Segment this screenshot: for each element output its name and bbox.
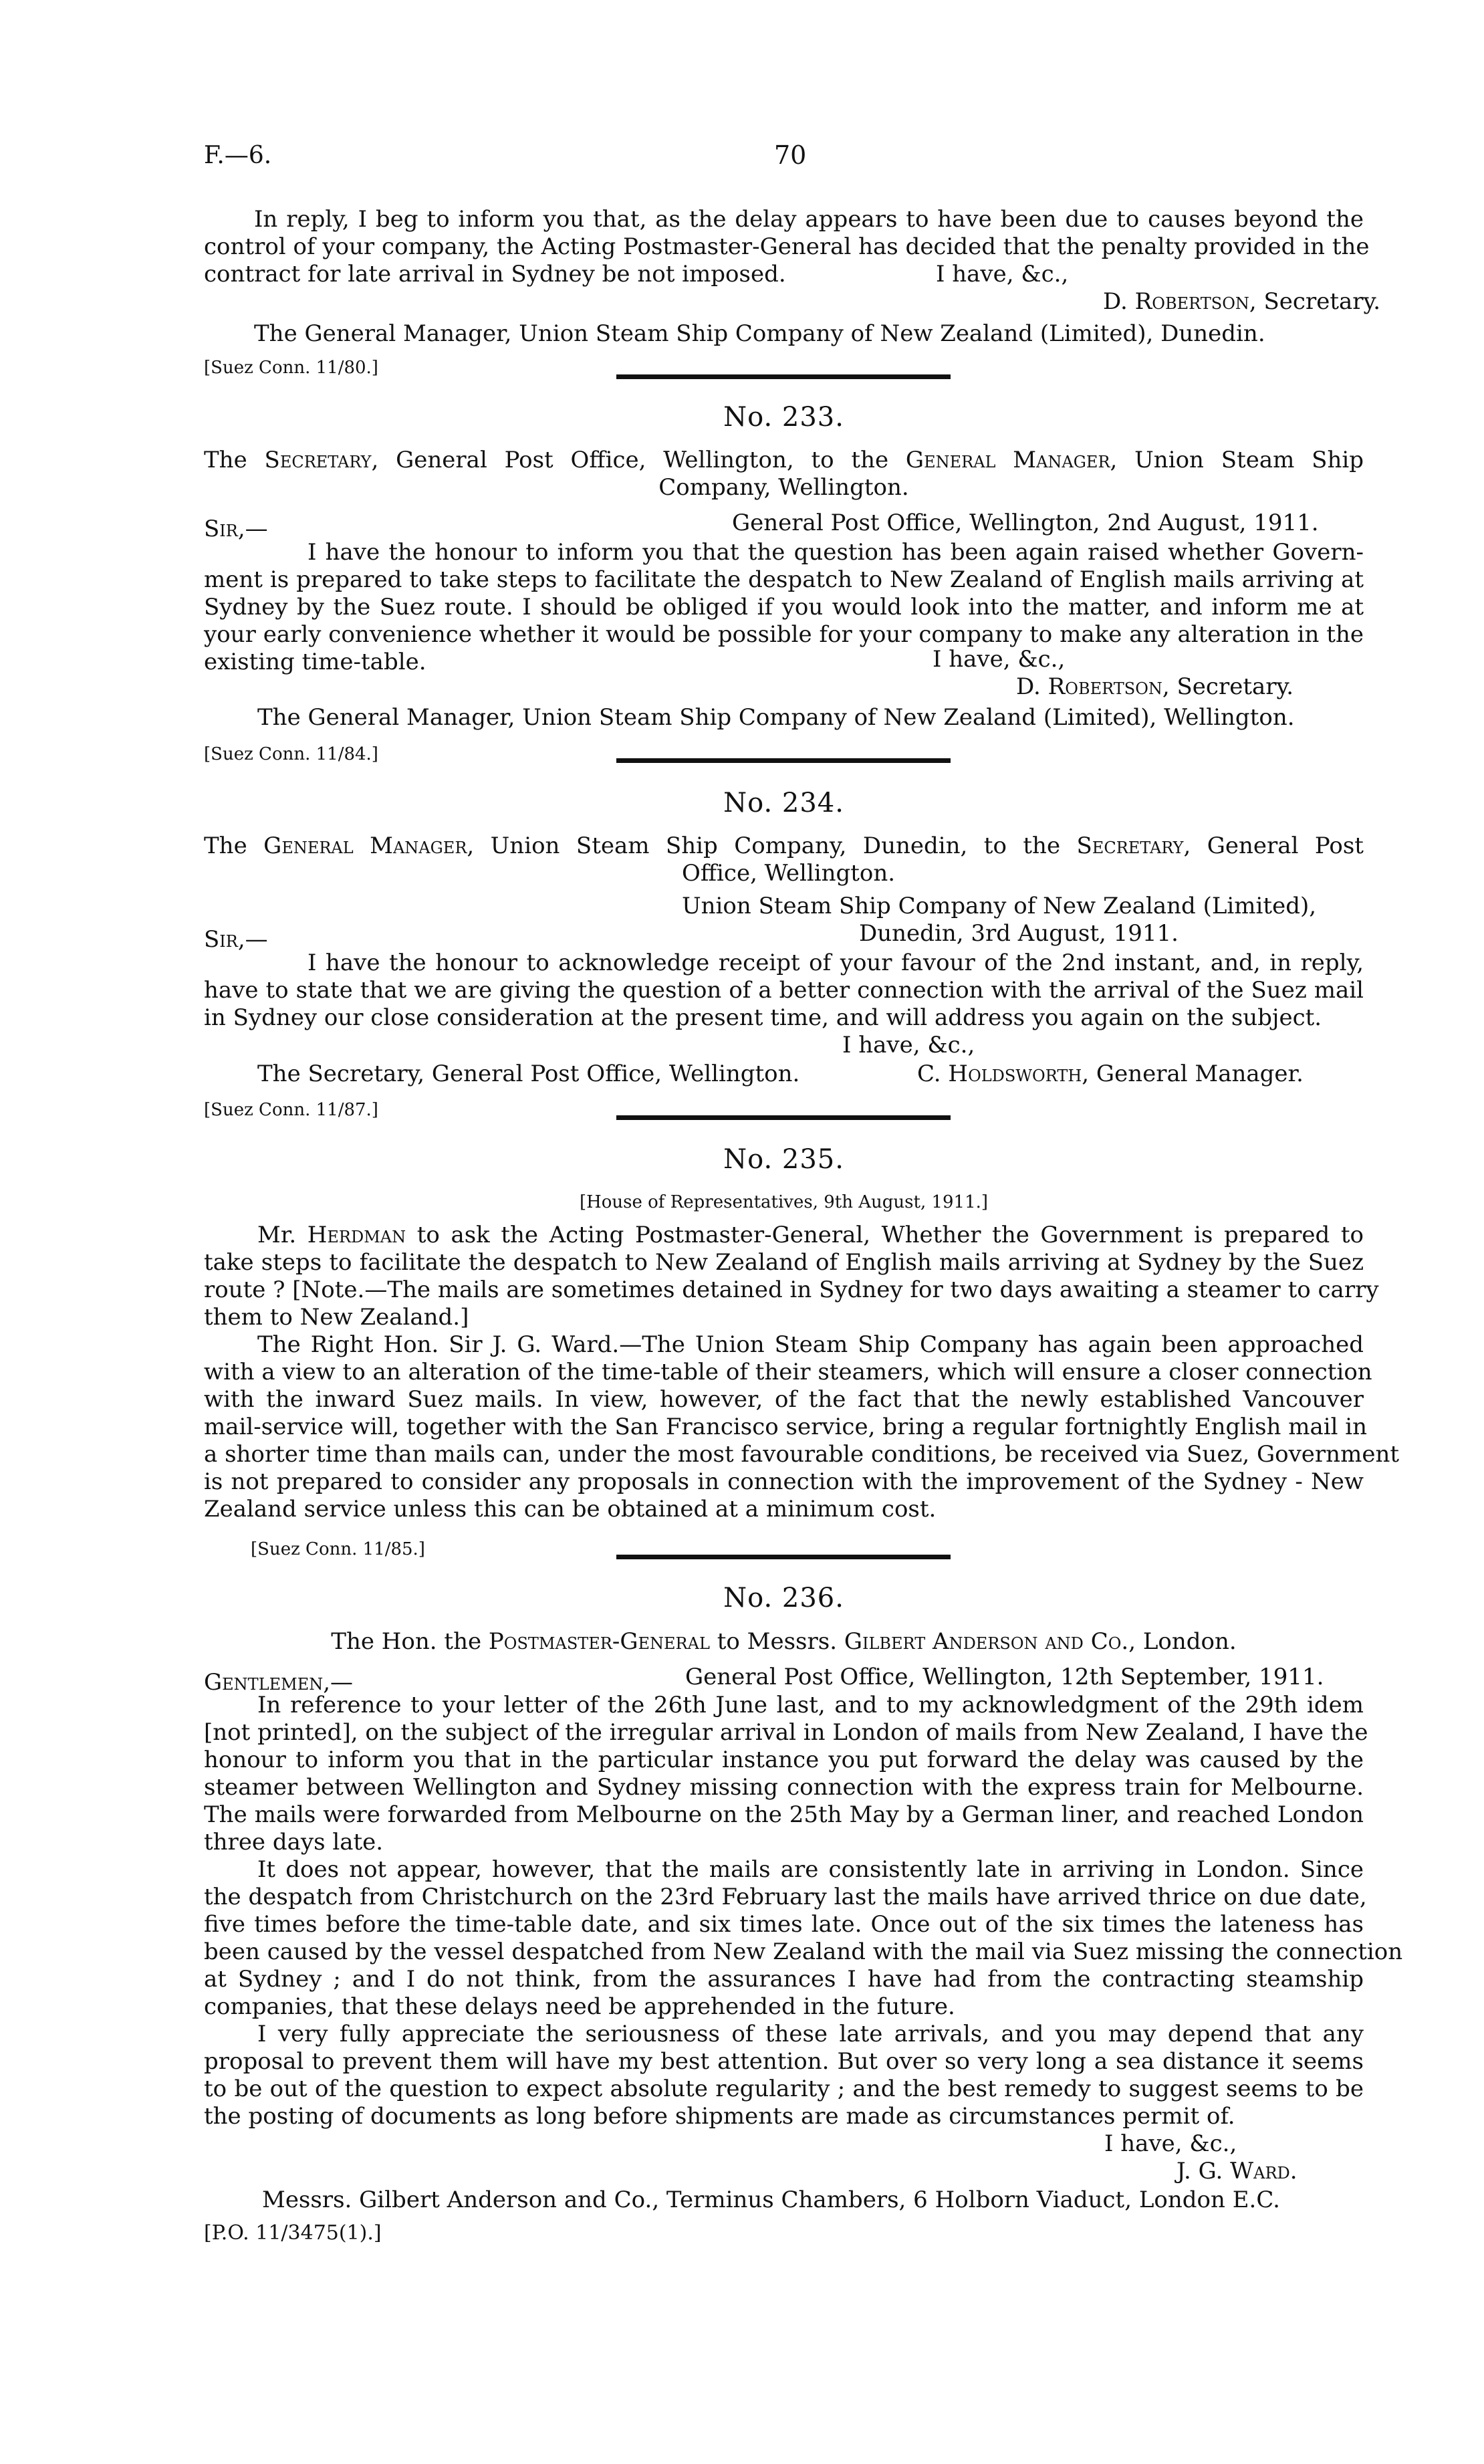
signature-name: D. Robertson <box>1016 673 1162 700</box>
dateline: General Post Office, Wellington, 2nd August, 1911. <box>732 510 1319 536</box>
text-line: I very fully appreciate the seriousness of these late arrivals, and you may depend that any <box>257 2021 1364 2047</box>
text-line: at Sydney ; and I do not think, from the assurances I have had from the contracting steamship <box>204 1966 1364 1993</box>
text-line: to be out of the question to expect absolute regularity ; and the best remedy to suggest seems to be <box>204 2076 1364 2102</box>
salutation: Gentlemen,— <box>204 1669 354 1696</box>
text-line: with the inward Suez mails. In view, however, of the fact that the newly established Vancouver <box>204 1386 1364 1413</box>
title-part: General Manager <box>905 447 1110 473</box>
text-line: the posting of documents as long before shipments are made as circumstances permit of. <box>204 2103 1235 2130</box>
signature: J. G. Ward. <box>1177 2158 1297 2185</box>
file-reference: [Suez Conn. 11/85.] <box>251 1539 425 1559</box>
signature-title: , General Manager. <box>1082 1060 1304 1087</box>
text-line: control of your company, the Acting Postmaster-General has decided that the penalty provided in the <box>204 233 1370 260</box>
dateline: General Post Office, Wellington, 12th September, 1911. <box>685 1664 1324 1690</box>
addressee: Messrs. Gilbert Anderson and Co., Terminus Chambers, 6 Holborn Viaduct, London E.C. <box>262 2187 1280 2213</box>
text-line: take steps to facilitate the despatch to New Zealand of English mails arriving at Sydney by the Suez <box>204 1249 1364 1276</box>
text-line: [not printed], on the subject of the irregular arrival in London of mails from New Zealand, I have the <box>204 1719 1368 1746</box>
text-line: your early convenience whether it would be possible for your company to make any alteration in the <box>204 621 1364 648</box>
text-line: route ? [Note.—The mails are sometimes detained in Sydney for two days awaiting a steamer to carry <box>204 1276 1379 1303</box>
closing: I have, &c., <box>933 646 1066 673</box>
letter-heading: No. 236. <box>723 1583 844 1613</box>
title-part: General Manager <box>263 832 467 859</box>
text-line: I have the honour to inform you that the question has been again raised whether Govern- <box>307 539 1364 566</box>
title-part: Gilbert Anderson and Co. <box>844 1628 1129 1655</box>
text-line: a shorter time than mails can, under the most favourable conditions, be received via Suez, Government <box>204 1441 1400 1468</box>
title-part: The <box>204 447 247 473</box>
text-line: with a view to an alteration of the time-table of their steamers, which will ensure a closer connection <box>204 1359 1372 1385</box>
text-line: The Right Hon. Sir J. G. Ward.—The Union Steam Ship Company has again been approached <box>257 1331 1364 1358</box>
signature-name: C. Holdsworth <box>917 1060 1082 1087</box>
page-number: 70 <box>774 140 807 170</box>
letter-title <box>204 832 1364 860</box>
signature-title: , Secretary. <box>1249 288 1381 315</box>
title-part: The <box>204 832 247 859</box>
closing: I have, &c., <box>842 1032 975 1058</box>
letter-title-line2: Office, Wellington. <box>682 860 896 887</box>
question-part: Mr. <box>257 1222 297 1248</box>
text-line: Sydney by the Suez route. I should be obliged if you would look into the matter, and inform me at <box>204 594 1364 621</box>
text-line: contract for late arrival in Sydney be not imposed. <box>204 261 786 288</box>
sender-address: Union Steam Ship Company of New Zealand (Limited), <box>682 893 1317 919</box>
text-line: It does not appear, however, that the mails are consistently late in arriving in London. Since <box>257 1856 1364 1883</box>
sender-date: Dunedin, 3rd August, 1911. <box>859 920 1179 947</box>
section-divider <box>616 374 951 379</box>
text-line: proposal to prevent them will have my best attention. But over so very long a sea distance it seems <box>204 2048 1364 2075</box>
title-part: Secretary <box>1076 832 1184 859</box>
file-reference: [Suez Conn. 11/84.] <box>204 744 378 764</box>
text-line: In reply, I beg to inform you that, as the delay appears to have been due to causes beyond the <box>254 206 1364 233</box>
signature <box>1016 673 1293 701</box>
text-line: is not prepared to consider any proposals in connection with the improvement of the Sydney - New <box>204 1468 1364 1495</box>
text-line: The mails were forwarded from Melbourne on the 25th May by a German liner, and reached London <box>204 1801 1364 1828</box>
file-reference: [Suez Conn. 11/87.] <box>204 1100 378 1120</box>
title-part: , General Post <box>1183 832 1364 859</box>
text-line: steamer between Wellington and Sydney missing connection with the express train for Melbourne. <box>204 1774 1364 1801</box>
text-line: five times before the time-table date, and six times late. Once out of the six times the lateness has <box>204 1911 1364 1938</box>
addressee: The General Manager, Union Steam Ship Company of New Zealand (Limited), Dunedin. <box>254 320 1265 347</box>
section-divider <box>616 1555 951 1559</box>
letter-title <box>204 447 1364 474</box>
letter-heading: No. 235. <box>723 1144 844 1175</box>
title-part: Postmaster-General <box>488 1628 710 1655</box>
signature <box>917 1060 1304 1088</box>
letter-heading: No. 233. <box>723 402 844 433</box>
text-line: ment is prepared to take steps to facilitate the despatch to New Zealand of English mails arriving at <box>204 566 1364 593</box>
salutation: Sir,— <box>204 926 268 953</box>
text-line: three days late. <box>204 1829 384 1856</box>
section-divider <box>616 758 951 763</box>
letter-title-line2: Company, Wellington. <box>658 474 909 501</box>
title-part: Secretary <box>264 447 372 473</box>
addressee: The General Manager, Union Steam Ship Company of New Zealand (Limited), Wellington. <box>257 704 1295 731</box>
section-divider <box>616 1115 951 1120</box>
closing: I have, &c., <box>936 261 1069 288</box>
text-line: them to New Zealand.] <box>204 1304 469 1331</box>
text-line: in Sydney our close consideration at the present time, and will address you again on the subject. <box>204 1004 1322 1031</box>
text-line: the despatch from Christchurch on the 23rd February last the mails have arrived thrice on due date, <box>204 1884 1367 1910</box>
text-line: have to state that we are giving the question of a better connection with the arrival of the Suez mail <box>204 977 1364 1004</box>
title-part: , London. <box>1128 1628 1237 1655</box>
text-line: companies, that these delays need be apprehended in the future. <box>204 1993 955 2020</box>
signature-title: , Secretary. <box>1162 673 1294 700</box>
file-reference: [P.O. 11/3475(1).] <box>204 2221 382 2245</box>
text-line: honour to inform you that in the particular instance you put forward the delay was caused by the <box>204 1747 1364 1773</box>
title-part: The Hon. the <box>331 1628 482 1655</box>
text-line: Zealand service unless this can be obtained at a minimum cost. <box>204 1496 937 1523</box>
signature <box>1103 288 1380 316</box>
text-line: existing time-table. <box>204 649 426 675</box>
salutation: Sir,— <box>204 516 268 542</box>
text-line: In reference to your letter of the 26th June last, and to my acknowledgment of the 29th idem <box>257 1692 1364 1718</box>
letter-heading: No. 234. <box>723 788 844 818</box>
question-part: to ask the Acting Postmaster-General, Whether the Government is prepared to <box>416 1222 1364 1248</box>
signature-name: D. Robertson <box>1103 288 1249 315</box>
text-line: I have the honour to acknowledge receipt of your favour of the 2nd instant, and, in reply, <box>307 949 1364 976</box>
question-part: Herdman <box>307 1222 406 1248</box>
question-line <box>257 1222 1364 1249</box>
subheading: [House of Representatives, 9th August, 1911.] <box>579 1192 989 1212</box>
series-code: F.—6. <box>204 142 272 169</box>
title-part: , Union Steam Ship Company, Dunedin, to the <box>467 832 1061 859</box>
closing: I have, &c., <box>1104 2130 1237 2157</box>
file-reference: [Suez Conn. 11/80.] <box>204 358 378 378</box>
title-part: , General Post Office, Wellington, to the <box>371 447 889 473</box>
title-part: , Union Steam Ship <box>1110 447 1364 473</box>
text-line: mail-service will, together with the San Francisco service, bring a regular fortnightly English mail in <box>204 1414 1368 1440</box>
text-line: been caused by the vessel despatched from New Zealand with the mail via Suez missing the connection <box>204 1938 1403 1965</box>
addressee: The Secretary, General Post Office, Wellington. <box>257 1060 800 1087</box>
title-part: to Messrs. <box>717 1628 837 1655</box>
letter-title <box>204 1628 1364 1656</box>
